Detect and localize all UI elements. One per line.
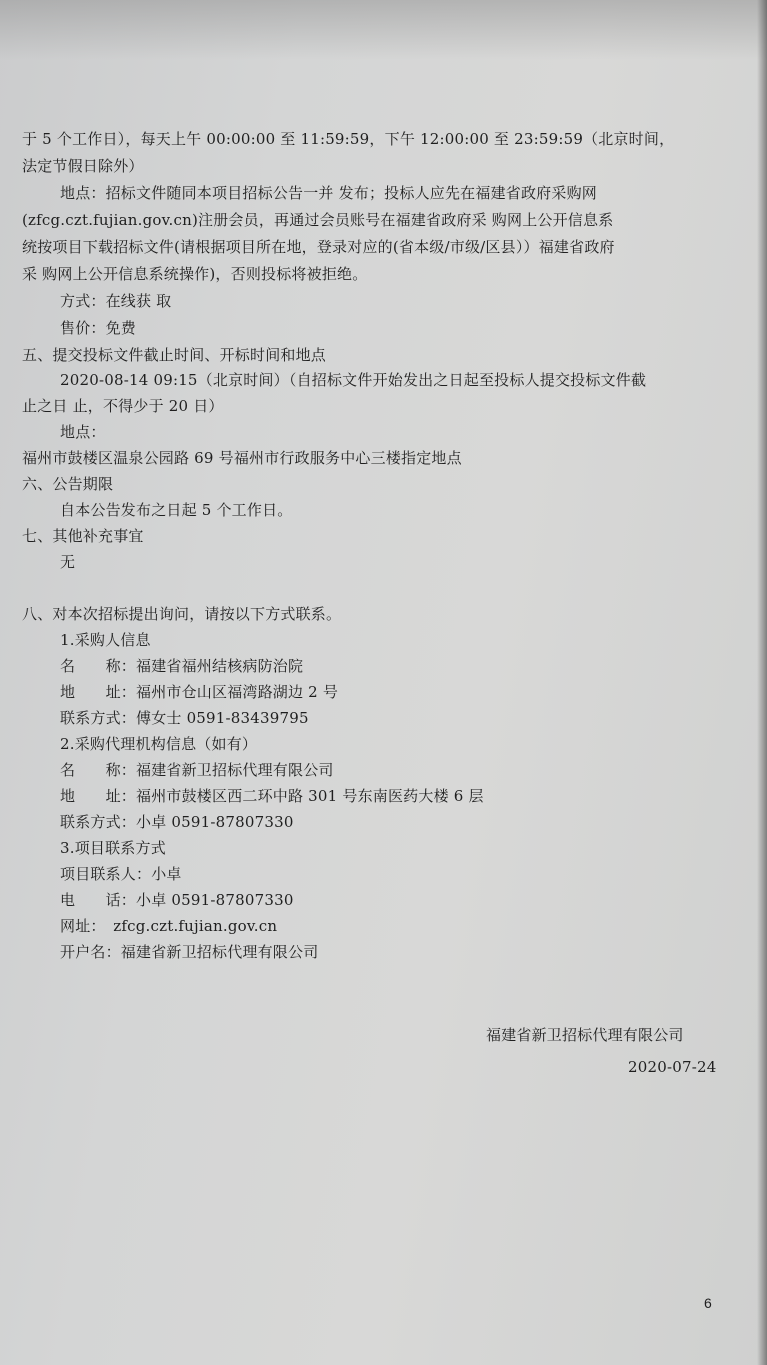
section-heading: 七、其他补充事宜 xyxy=(22,527,144,545)
signature-company: 福建省新卫招标代理有限公司 xyxy=(486,1026,684,1044)
text-line: 地点：招标文件随同本项目招标公告一并 发布；投标人应先在福建省政府采购网 xyxy=(60,184,597,202)
text-line: 联系方式：小卓 0591-87807330 xyxy=(60,813,294,831)
signature-date: 2020-07-24 xyxy=(628,1058,717,1076)
text-line: 方式：在线获 取 xyxy=(60,292,172,310)
text-line: 地 址：福州市鼓楼区西二环中路 301 号东南医药大楼 6 层 xyxy=(60,787,484,805)
text-line: 电 话：小卓 0591-87807330 xyxy=(60,891,294,909)
subsection-heading: 3.项目联系方式 xyxy=(60,839,166,857)
text-line: 开户名：福建省新卫招标代理有限公司 xyxy=(60,943,319,961)
text-line: 网址： zfcg.czt.fujian.gov.cn xyxy=(60,917,278,935)
text-line: 止之日 止，不得少于 20 日） xyxy=(22,397,224,415)
text-line: 于 5 个工作日），每天上午 00:00:00 至 11:59:59，下午 12:00:00 至 23:59:59（北京时间， xyxy=(22,130,675,148)
text-line: 项目联系人：小卓 xyxy=(60,865,182,883)
subsection-heading: 1.采购人信息 xyxy=(60,631,151,649)
text-line: 采 购网上公开信息系统操作)，否则投标将被拒绝。 xyxy=(22,265,368,283)
text-line: 无 xyxy=(60,553,76,571)
subsection-heading: 2.采购代理机构信息（如有） xyxy=(60,735,258,753)
text-line: (zfcg.czt.fujian.gov.cn)注册会员，再通过会员账号在福建省政府采 购网上公开信息系 xyxy=(22,211,614,229)
text-line: 福州市鼓楼区温泉公园路 69 号福州市行政服务中心三楼指定地点 xyxy=(22,449,462,467)
text-line: 地点： xyxy=(60,423,106,441)
section-heading: 五、提交投标文件截止时间、开标时间和地点 xyxy=(22,346,327,364)
text-line: 联系方式：傅女士 0591-83439795 xyxy=(60,709,309,727)
text-line: 自本公告发布之日起 5 个工作日。 xyxy=(60,501,293,519)
text-line: 售价：免费 xyxy=(60,319,137,337)
text-line: 统按项目下载招标文件(请根据项目所在地，登录对应的(省本级/市级/区县））福建省政府 xyxy=(22,238,615,256)
top-shadow xyxy=(0,0,767,60)
page-edge-shadow xyxy=(757,0,767,1365)
text-line: 2020-08-14 09:15（北京时间）（自招标文件开始发出之日起至投标人提交投标文件截 xyxy=(60,371,647,389)
section-heading: 八、对本次招标提出询问，请按以下方式联系。 xyxy=(22,605,342,623)
text-line: 名 称：福建省新卫招标代理有限公司 xyxy=(60,761,334,779)
section-heading: 六、公告期限 xyxy=(22,475,114,493)
text-line: 法定节假日除外） xyxy=(22,157,144,175)
text-line: 地 址：福州市仓山区福湾路湖边 2 号 xyxy=(60,683,339,701)
page-number: 6 xyxy=(704,1295,712,1311)
text-line: 名 称：福建省福州结核病防治院 xyxy=(60,657,304,675)
